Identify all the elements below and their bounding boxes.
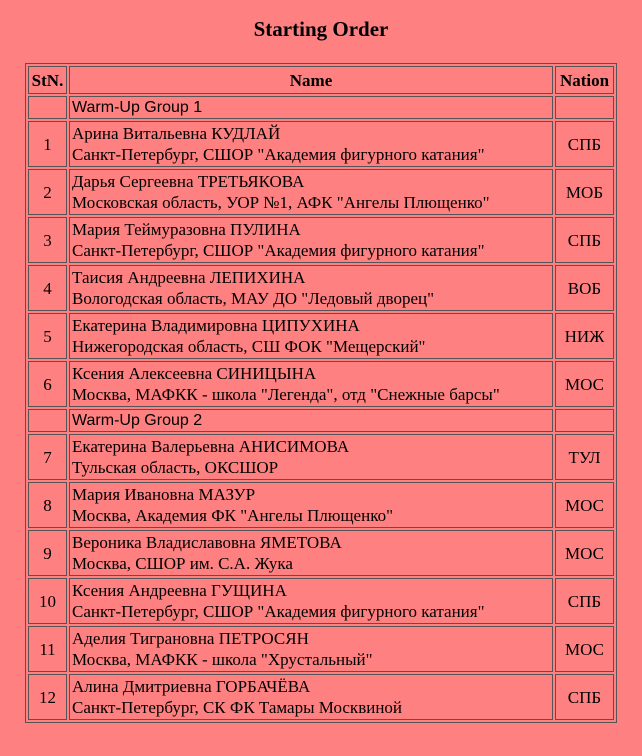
header-stn: StN.	[28, 66, 67, 94]
skater-club: Санкт-Петербург, СШОР "Академия фигурного катания"	[72, 145, 485, 164]
skater-name: Аделия Тиграновна ПЕТРОСЯН	[72, 629, 309, 648]
skater-club: Москва, МАФКК - школа "Легенда", отд "Снежные барсы"	[72, 385, 500, 404]
skater-name: Таисия Андреевна ЛЕПИХИНА	[72, 268, 306, 287]
group-stn-cell	[28, 409, 67, 432]
table-row	[28, 578, 614, 624]
skater-name: Ксения Алексеевна СИНИЦЫНА	[72, 364, 317, 383]
skater-name: Дарья Сергеевна ТРЕТЬЯКОВА	[72, 172, 305, 191]
skater-club: Санкт-Петербург, СК ФК Тамары Москвиной	[72, 698, 403, 717]
stn-cell: 7	[28, 434, 67, 480]
table-row	[28, 121, 614, 167]
skater-name: Алина Дмитриевна ГОРБАЧЁВА	[72, 677, 311, 696]
skater-name: Мария Теймуразовна ПУЛИНА	[72, 220, 301, 239]
table-row	[28, 169, 614, 215]
stn-cell: 11	[28, 626, 67, 672]
name-cell	[69, 217, 553, 263]
skater-name: Арина Витальевна КУДЛАЙ	[72, 124, 281, 143]
stn-cell: 3	[28, 217, 67, 263]
stn-cell: 9	[28, 530, 67, 576]
skater-name: Мария Ивановна МАЗУР	[72, 485, 256, 504]
skater-name: Ксения Андреевна ГУЩИНА	[72, 581, 287, 600]
skater-club: Москва, МАФКК - школа "Хрустальный"	[72, 650, 373, 669]
nation-cell: СПБ	[555, 578, 614, 624]
name-cell	[69, 434, 553, 480]
nation-cell: МОС	[555, 482, 614, 528]
skater-club: Тульская область, ОКСШОР	[72, 458, 279, 477]
header-name: Name	[69, 66, 553, 94]
stn-cell: 12	[28, 674, 67, 720]
table-row	[28, 434, 614, 480]
skater-club: Москва, Академия ФК "Ангелы Плющенко"	[72, 506, 394, 525]
name-cell	[69, 313, 553, 359]
stn-cell: 4	[28, 265, 67, 311]
skater-name: Екатерина Валерьевна АНИСИМОВА	[72, 437, 350, 456]
stn-cell: 6	[28, 361, 67, 407]
table-row	[28, 530, 614, 576]
header-nation: Nation	[555, 66, 614, 94]
nation-cell: ТУЛ	[555, 434, 614, 480]
group-row	[28, 96, 614, 119]
group-nation-cell	[555, 96, 614, 119]
header-row	[28, 66, 614, 94]
stn-cell: 8	[28, 482, 67, 528]
name-cell	[69, 482, 553, 528]
table-row	[28, 313, 614, 359]
stn-cell: 10	[28, 578, 67, 624]
table-row	[28, 674, 614, 720]
group-label: Warm-Up Group 2	[69, 409, 553, 432]
name-cell	[69, 578, 553, 624]
nation-cell: НИЖ	[555, 313, 614, 359]
nation-cell: СПБ	[555, 674, 614, 720]
skater-name: Вероника Владиславовна ЯМЕТОВА	[72, 533, 342, 552]
skater-club: Нижегородская область, СШ ФОК "Мещерский"	[72, 337, 426, 356]
stn-cell: 2	[28, 169, 67, 215]
starting-order-table	[25, 63, 617, 723]
table-row	[28, 482, 614, 528]
group-label: Warm-Up Group 1	[69, 96, 553, 119]
group-nation-cell	[555, 409, 614, 432]
name-cell	[69, 626, 553, 672]
table-row	[28, 217, 614, 263]
nation-cell: МОС	[555, 530, 614, 576]
nation-cell: МОС	[555, 626, 614, 672]
nation-cell: СПБ	[555, 121, 614, 167]
name-cell	[69, 530, 553, 576]
nation-cell: ВОБ	[555, 265, 614, 311]
nation-cell: МОБ	[555, 169, 614, 215]
table-row	[28, 361, 614, 407]
group-row	[28, 409, 614, 432]
name-cell	[69, 265, 553, 311]
skater-club: Санкт-Петербург, СШОР "Академия фигурного катания"	[72, 241, 485, 260]
name-cell	[69, 361, 553, 407]
stn-cell: 5	[28, 313, 67, 359]
nation-cell: МОС	[555, 361, 614, 407]
name-cell	[69, 121, 553, 167]
page-title: Starting Order	[253, 17, 389, 41]
nation-cell: СПБ	[555, 217, 614, 263]
skater-club: Санкт-Петербург, СШОР "Академия фигурного катания"	[72, 602, 485, 621]
name-cell	[69, 674, 553, 720]
table-row	[28, 265, 614, 311]
stn-cell: 1	[28, 121, 67, 167]
name-cell	[69, 169, 553, 215]
table-row	[28, 626, 614, 672]
skater-name: Екатерина Владимировна ЦИПУХИНА	[72, 316, 360, 335]
skater-club: Московская область, УОР №1, АФК "Ангелы Плющенко"	[72, 193, 490, 212]
group-stn-cell	[28, 96, 67, 119]
skater-club: Вологодская область, МАУ ДО "Ледовый дворец"	[72, 289, 435, 308]
skater-club: Москва, СШОР им. С.А. Жука	[72, 554, 293, 573]
